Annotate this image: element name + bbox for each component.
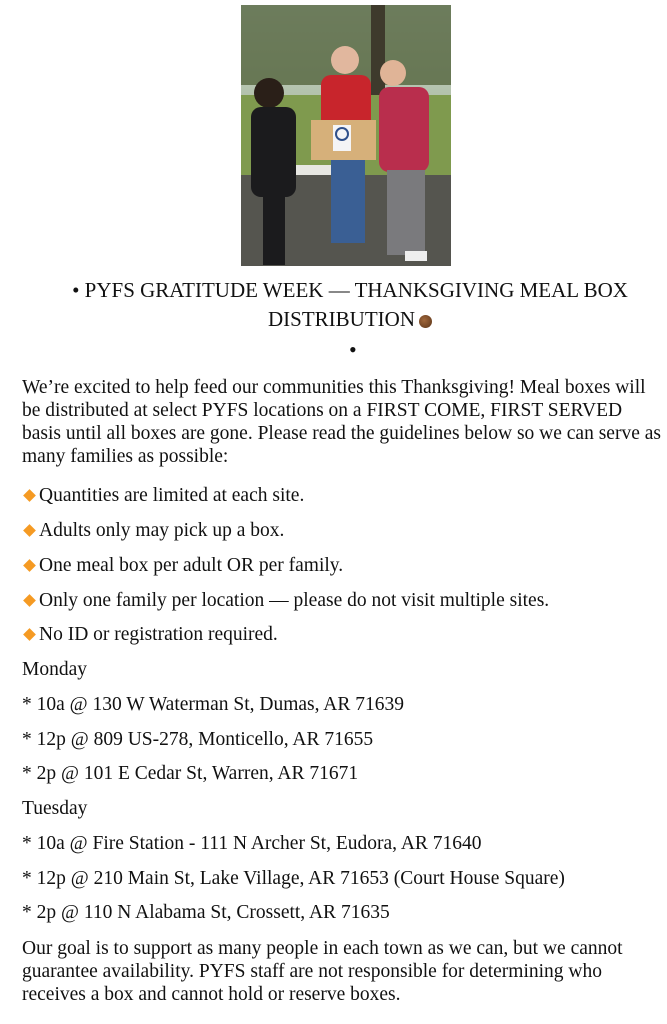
guideline-item — [22, 520, 284, 542]
turkey-icon — [419, 315, 432, 328]
schedule-item: * 10a @ 130 W Waterman St, Dumas, AR 71639 — [22, 694, 404, 715]
day-heading-monday: Monday — [22, 659, 87, 680]
schedule-item: * 12p @ 809 US-278, Monticello, AR 71655 — [22, 729, 374, 750]
orange-diamond-icon — [23, 628, 36, 641]
trailing-bullet: • — [349, 337, 357, 362]
headline-line2 — [40, 305, 660, 334]
schedule-item: * 10a @ Fire Station - 111 N Archer St, Eudora, AR 71640 — [22, 833, 482, 854]
guideline-item — [22, 555, 343, 577]
guideline-item — [22, 624, 278, 646]
guideline-text: Only one family per location — please do not visit multiple sites. — [39, 590, 550, 611]
guideline-text: Quantities are limited at each site. — [39, 485, 305, 506]
guideline-item — [22, 590, 549, 612]
intro-paragraph: We’re excited to help feed our communities this Thanksgiving! Meal boxes will be distributed at select PYFS locations on a FIRST COME, FIRST SERVED basis until all boxes are gone. Please read the guidelines below so we can serve as many families as possible: — [22, 377, 661, 467]
day-heading-tuesday: Tuesday — [22, 798, 88, 819]
guideline-item — [22, 485, 304, 507]
orange-diamond-icon — [23, 559, 36, 572]
headline-line2-text: DISTRIBUTION — [268, 307, 415, 331]
guideline-text: No ID or registration required. — [39, 624, 278, 645]
closing-paragraph: Our goal is to support as many people in each town as we can, but we cannot guarantee availability. PYFS staff are not responsible for determining who receives a box and cannot hold or reserve boxes. — [22, 938, 623, 1005]
event-photo — [241, 5, 451, 266]
orange-diamond-icon — [23, 594, 36, 607]
headline-line1: • PYFS GRATITUDE WEEK — THANKSGIVING MEAL BOX — [72, 278, 628, 302]
schedule-item: * 2p @ 101 E Cedar St, Warren, AR 71671 — [22, 763, 359, 784]
guideline-text: One meal box per adult OR per family. — [39, 555, 344, 576]
guideline-text: Adults only may pick up a box. — [39, 520, 285, 541]
orange-diamond-icon — [23, 524, 36, 537]
schedule-item: * 2p @ 110 N Alabama St, Crossett, AR 71635 — [22, 902, 390, 923]
schedule-item: * 12p @ 210 Main St, Lake Village, AR 71653 (Court House Square) — [22, 868, 565, 889]
orange-diamond-icon — [23, 489, 36, 502]
photo-illustration — [241, 5, 451, 266]
